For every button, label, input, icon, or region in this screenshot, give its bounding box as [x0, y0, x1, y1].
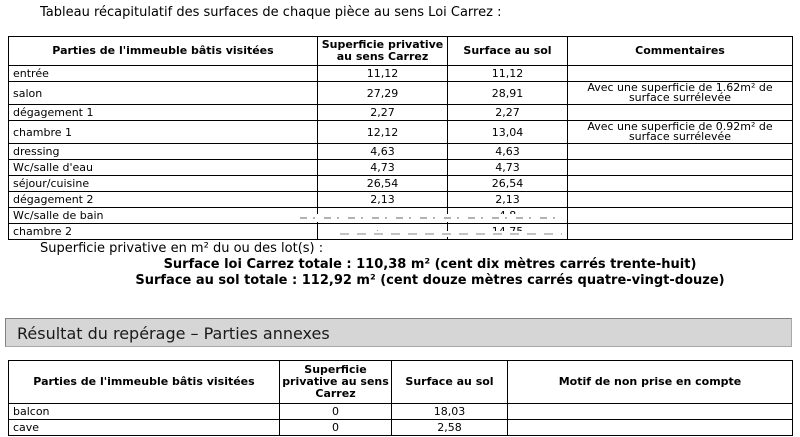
carrez-value-cell: 0: [280, 420, 392, 436]
table-row: [9, 192, 793, 208]
carrez-value-cell: 12,12: [318, 121, 448, 144]
comment-cell: [568, 66, 793, 82]
table-row: [9, 105, 793, 121]
sol-value-cell: 2,13: [448, 192, 568, 208]
sol-value-cell: 11,12: [448, 66, 568, 82]
room-name-cell: chambre 1: [9, 121, 318, 144]
comment-cell: [568, 192, 793, 208]
room-name-cell: Wc/salle d'eau: [9, 160, 318, 176]
sol-value-cell: 2,58: [392, 420, 508, 436]
dash-dot-remnant: [300, 217, 563, 219]
header-parties: Parties de l'immeuble bâtis visitées: [9, 37, 318, 66]
header-parties: Parties de l'immeuble bâtis visitées: [9, 361, 280, 404]
room-name-cell: Wc/salle de bain: [9, 208, 318, 224]
surfaces-table-header: [9, 37, 793, 66]
motif-cell: [508, 420, 793, 436]
table-row: [9, 82, 793, 105]
total-carrez-line: Surface loi Carrez totale : 110,38 m² (cent dix mètres carrés trente-huit): [163, 257, 697, 272]
room-name-cell: entrée: [9, 66, 318, 82]
carrez-value-cell: 0: [280, 404, 392, 420]
motif-cell: [508, 404, 793, 420]
annexes-table: [8, 360, 793, 436]
sol-value-cell: 4,73: [448, 160, 568, 176]
section2-header-band: [5, 318, 792, 347]
comment-cell: [568, 105, 793, 121]
section1-title: Tableau récapitulatif des surfaces de chaque pièce au sens Loi Carrez :: [40, 5, 502, 20]
table-row: [9, 404, 793, 420]
room-name-cell: séjour/cuisine: [9, 176, 318, 192]
header-commentaires: Commentaires: [568, 37, 793, 66]
total-sol-line: Surface au sol totale : 112,92 m² (cent douze mètres carrés quatre-vingt-douze): [135, 273, 725, 288]
header-surface-sol: Surface au sol: [448, 37, 568, 66]
comment-cell: [568, 144, 793, 160]
header-motif: Motif de non prise en compte: [508, 361, 793, 404]
redaction-artifact-bottom: [340, 231, 562, 237]
comment-cell: [568, 160, 793, 176]
room-name-cell: chambre 2: [9, 224, 318, 240]
carrez-value-cell: 27,29: [318, 82, 448, 105]
table-row: [9, 176, 793, 192]
table-row: [9, 121, 793, 144]
carrez-value-cell: 4,63: [318, 144, 448, 160]
sol-value-cell: 26,54: [448, 176, 568, 192]
carrez-value-cell: 4,73: [318, 160, 448, 176]
table-row: [9, 66, 793, 82]
annex-name-cell: balcon: [9, 404, 280, 420]
room-name-cell: dégagement 2: [9, 192, 318, 208]
sol-value-cell: 4,63: [448, 144, 568, 160]
table-row: [9, 144, 793, 160]
room-name-cell: salon: [9, 82, 318, 105]
sol-value-cell: 2,27: [448, 105, 568, 121]
sol-value-cell: 28,91: [448, 82, 568, 105]
annexes-table-header: [9, 361, 793, 404]
sol-value-cell: 13,04: [448, 121, 568, 144]
section2-title: Résultat du repérage – Parties annexes: [17, 324, 330, 343]
sol-value-cell: 18,03: [392, 404, 508, 420]
comment-cell: Avec une superficie de 1.62m² de surface surrélevée: [568, 82, 793, 105]
carrez-value-cell: 11,12: [318, 66, 448, 82]
lots-caption: Superficie privative en m² du ou des lot(s) :: [40, 241, 324, 256]
room-name-cell: dégagement 1: [9, 105, 318, 121]
table-row: [9, 420, 793, 436]
carrez-value-cell: 2,27: [318, 105, 448, 121]
carrez-value-cell: 2,13: [318, 192, 448, 208]
annex-name-cell: cave: [9, 420, 280, 436]
totals-block: [70, 257, 790, 289]
comment-cell: [568, 224, 793, 240]
header-surface-sol: Surface au sol: [392, 361, 508, 404]
table-row: [9, 160, 793, 176]
surfaces-table: [8, 36, 793, 240]
comment-cell: [568, 208, 793, 224]
header-row: [9, 37, 793, 66]
annexes-table-body: [9, 404, 793, 436]
header-row: [9, 361, 793, 404]
carrez-value-cell: 26,54: [318, 176, 448, 192]
room-name-cell: dressing: [9, 144, 318, 160]
header-superficie-carrez: Superficie privative au sens Carrez: [318, 37, 448, 66]
comment-cell: Avec une superficie de 0.92m² de surface surrélevée: [568, 121, 793, 144]
comment-cell: [568, 176, 793, 192]
redaction-artifact-top: [300, 214, 563, 222]
header-superficie-carrez: Superficie privative au sens Carrez: [280, 361, 392, 404]
dash-remnant: [340, 233, 562, 235]
